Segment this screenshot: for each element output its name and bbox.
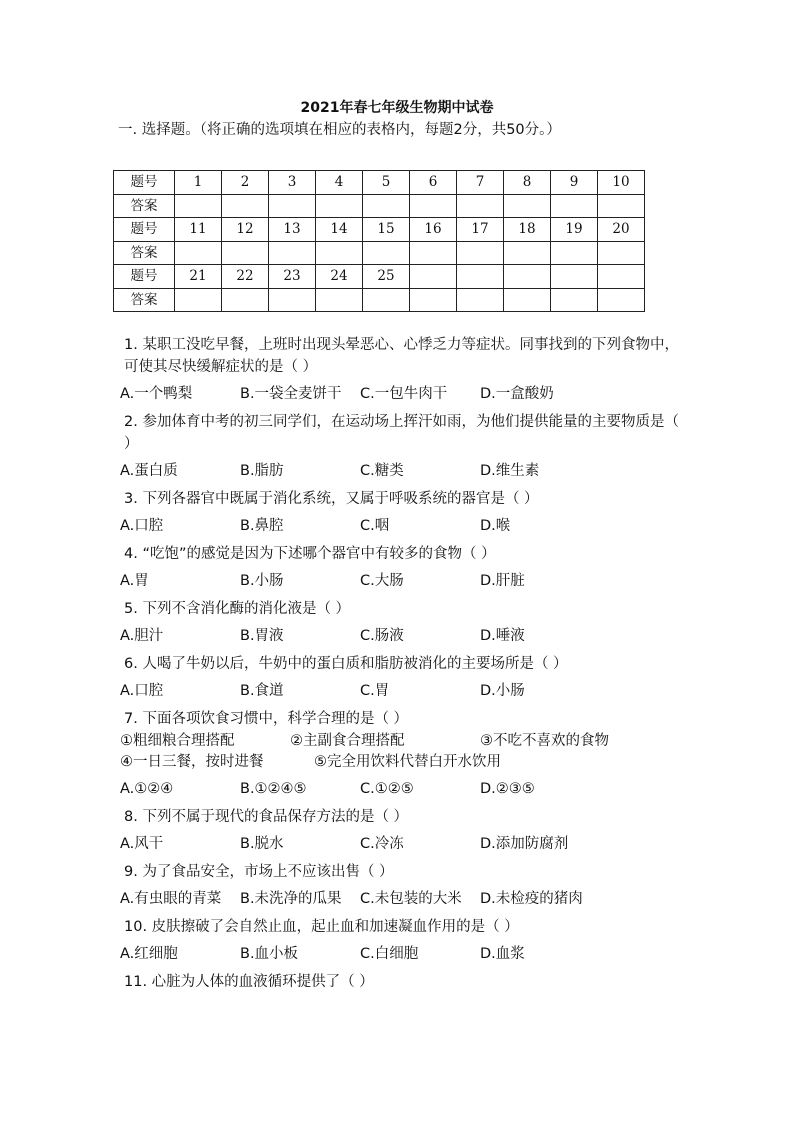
statement-item: ①粗细粮合理搭配 [120,733,235,749]
answer-cell[interactable] [269,288,316,312]
question-item [120,971,680,993]
question-number-cell: 10 [598,171,645,195]
question-stem: 11. 心脏为人体的血液循环提供了（ ） [124,974,374,990]
question-stem: 2. 参加体育中考的初三同学们，在运动场上挥汗如雨，为他们提供能量的主要物质是（ ） [124,414,679,452]
option-b: B.脂肪 [240,463,284,479]
option-d: D.一盒酸奶 [480,386,554,402]
question-number-label: 题号 [114,218,175,242]
question-number-cell: 4 [316,171,363,195]
question-item [120,861,680,909]
question-number-cell: 5 [363,171,410,195]
option-b: B.一袋全麦饼干 [240,386,342,402]
answer-cell[interactable] [504,241,551,265]
question-number-cell: 22 [222,265,269,289]
answer-cell[interactable] [598,241,645,265]
question-number-row [114,171,645,195]
question-number-cell: 25 [363,265,410,289]
answer-cell[interactable] [363,288,410,312]
question-item [120,488,680,536]
option-a: A.胃 [120,573,149,589]
option-row [120,461,680,481]
answer-label: 答案 [114,241,175,265]
option-b: B.脱水 [240,836,284,852]
option-row [120,889,680,909]
option-d: D.血浆 [480,946,525,962]
answer-cell[interactable] [316,288,363,312]
option-c: C.冷冻 [360,836,404,852]
question-stem: 1. 某职工没吃早餐，上班时出现头晕恶心、心悸乏力等症状。同事找到的下列食物中，可使其尽快缓解症状的是（ ） [124,337,679,375]
answer-cell[interactable] [410,288,457,312]
answer-cell[interactable] [457,241,504,265]
question-item [120,411,680,481]
option-row [120,571,680,591]
question-stem: 10. 皮肤擦破了会自然止血，起止血和加速凝血作用的是（ ） [124,919,519,935]
option-b: B.鼻腔 [240,518,284,534]
question-number-cell [457,265,504,289]
option-a: A.红细胞 [120,946,178,962]
option-a: A.有虫眼的青菜 [120,891,222,907]
question-number-cell: 17 [457,218,504,242]
answer-cell[interactable] [410,241,457,265]
answer-cell[interactable] [598,288,645,312]
question-number-cell: 24 [316,265,363,289]
answer-cell[interactable] [175,194,222,218]
question-item [120,543,680,591]
answer-cell[interactable] [222,241,269,265]
statement-item: ⑤完全用饮料代替白开水饮用 [314,754,501,770]
question-number-cell: 14 [316,218,363,242]
option-row [120,779,680,799]
question-number-cell: 2 [222,171,269,195]
question-number-cell: 23 [269,265,316,289]
answer-cell[interactable] [551,241,598,265]
question-item [120,334,680,404]
question-stem: 7. 下面各项饮食习惯中，科学合理的是（ ） [124,711,409,727]
option-c: C.未包装的大米 [360,891,462,907]
question-number-cell: 18 [504,218,551,242]
option-row [120,516,680,536]
question-item [120,708,680,799]
option-row [120,834,680,854]
option-c: C.大肠 [360,573,404,589]
answer-cell[interactable] [269,241,316,265]
option-b: B.食道 [240,683,284,699]
option-d: D.维生素 [480,463,540,479]
option-c: C.肠液 [360,628,404,644]
question-stem: 9. 为了食品安全，市场上不应该出售（ ） [124,864,394,880]
option-a: A.风干 [120,836,164,852]
question-item [120,653,680,701]
question-item [120,916,680,964]
answer-row [114,194,645,218]
statement-row [120,752,680,773]
page-title: 2021年春七年级生物期中试卷 [300,100,494,116]
question-number-row [114,265,645,289]
question-stem: 5. 下列不含消化酶的消化液是（ ） [124,601,351,617]
option-c: C.一包牛肉干 [360,386,448,402]
option-d: D.肝脏 [480,573,525,589]
option-d: D.小肠 [480,683,525,699]
answer-cell[interactable] [222,194,269,218]
answer-cell[interactable] [269,194,316,218]
answer-cell[interactable] [175,288,222,312]
answer-cell[interactable] [598,194,645,218]
option-c: C.糖类 [360,463,404,479]
question-number-label: 题号 [114,265,175,289]
question-number-cell: 11 [175,218,222,242]
option-b: B.小肠 [240,573,284,589]
question-number-cell: 13 [269,218,316,242]
option-a: A.胆汁 [120,628,164,644]
option-c: C.胃 [360,683,390,699]
answer-cell[interactable] [316,241,363,265]
option-b: B.未洗净的瓜果 [240,891,342,907]
answer-cell[interactable] [316,194,363,218]
answer-row [114,241,645,265]
option-c: C.①②⑤ [360,781,414,797]
answer-cell[interactable] [457,194,504,218]
option-row [120,626,680,646]
question-number-cell: 9 [551,171,598,195]
answer-label: 答案 [114,288,175,312]
statement-item: ②主副食合理搭配 [290,733,405,749]
statement-row [120,731,680,752]
question-number-cell: 19 [551,218,598,242]
option-d: D.添加防腐剂 [480,836,569,852]
question-number-cell: 21 [175,265,222,289]
question-number-cell: 7 [457,171,504,195]
answer-cell[interactable] [551,288,598,312]
question-number-cell [598,265,645,289]
question-number-cell: 8 [504,171,551,195]
option-b: B.胃液 [240,628,284,644]
answer-cell[interactable] [410,194,457,218]
option-b: B.①②④⑤ [240,781,307,797]
option-a: A.口腔 [120,683,164,699]
option-c: C.白细胞 [360,946,419,962]
option-d: D.喉 [480,518,511,534]
answer-row [114,288,645,312]
statement-list [120,731,680,773]
option-a: A.蛋白质 [120,463,178,479]
answer-cell[interactable] [222,288,269,312]
question-item [120,806,680,854]
option-a: A.口腔 [120,518,164,534]
answer-cell[interactable] [551,194,598,218]
question-number-cell: 15 [363,218,410,242]
question-number-cell: 16 [410,218,457,242]
question-number-cell [504,265,551,289]
question-stem: 4. “吃饱”的感觉是因为下述哪个器官中有较多的食物（ ） [124,546,496,562]
option-a: A.①②④ [120,781,174,797]
question-number-cell: 20 [598,218,645,242]
question-number-cell [410,265,457,289]
question-number-row [114,218,645,242]
answer-cell[interactable] [504,288,551,312]
question-number-cell [551,265,598,289]
question-number-cell: 1 [175,171,222,195]
answer-cell[interactable] [363,241,410,265]
answer-table [113,170,645,312]
option-c: C.咽 [360,518,390,534]
section-heading: 一. 选择题。（将正确的选项填在相应的表格内，每题2分，共50分。） [118,122,561,138]
question-number-cell: 3 [269,171,316,195]
answer-label: 答案 [114,194,175,218]
question-number-cell: 12 [222,218,269,242]
answer-cell[interactable] [457,288,504,312]
question-item [120,598,680,646]
option-a: A.一个鸭梨 [120,386,193,402]
option-d: D.未检疫的猪肉 [480,891,583,907]
question-stem: 6. 人喝了牛奶以后，牛奶中的蛋白质和脂肪被消化的主要场所是（ ） [124,656,568,672]
option-d: D.②③⑤ [480,781,535,797]
question-stem: 3. 下列各器官中既属于消化系统，又属于呼吸系统的器官是（ ） [124,491,539,507]
question-stem: 8. 下列不属于现代的食品保存方法的是（ ） [124,809,409,825]
answer-cell[interactable] [175,241,222,265]
answer-cell[interactable] [504,194,551,218]
statement-item: ③不吃不喜欢的食物 [480,733,609,749]
option-row [120,384,680,404]
option-b: B.血小板 [240,946,299,962]
question-list [120,334,680,993]
answer-cell[interactable] [363,194,410,218]
question-number-label: 题号 [114,171,175,195]
question-number-cell: 6 [410,171,457,195]
option-d: D.唾液 [480,628,525,644]
statement-item: ④一日三餐，按时进餐 [120,754,264,770]
option-row [120,944,680,964]
option-row [120,681,680,701]
